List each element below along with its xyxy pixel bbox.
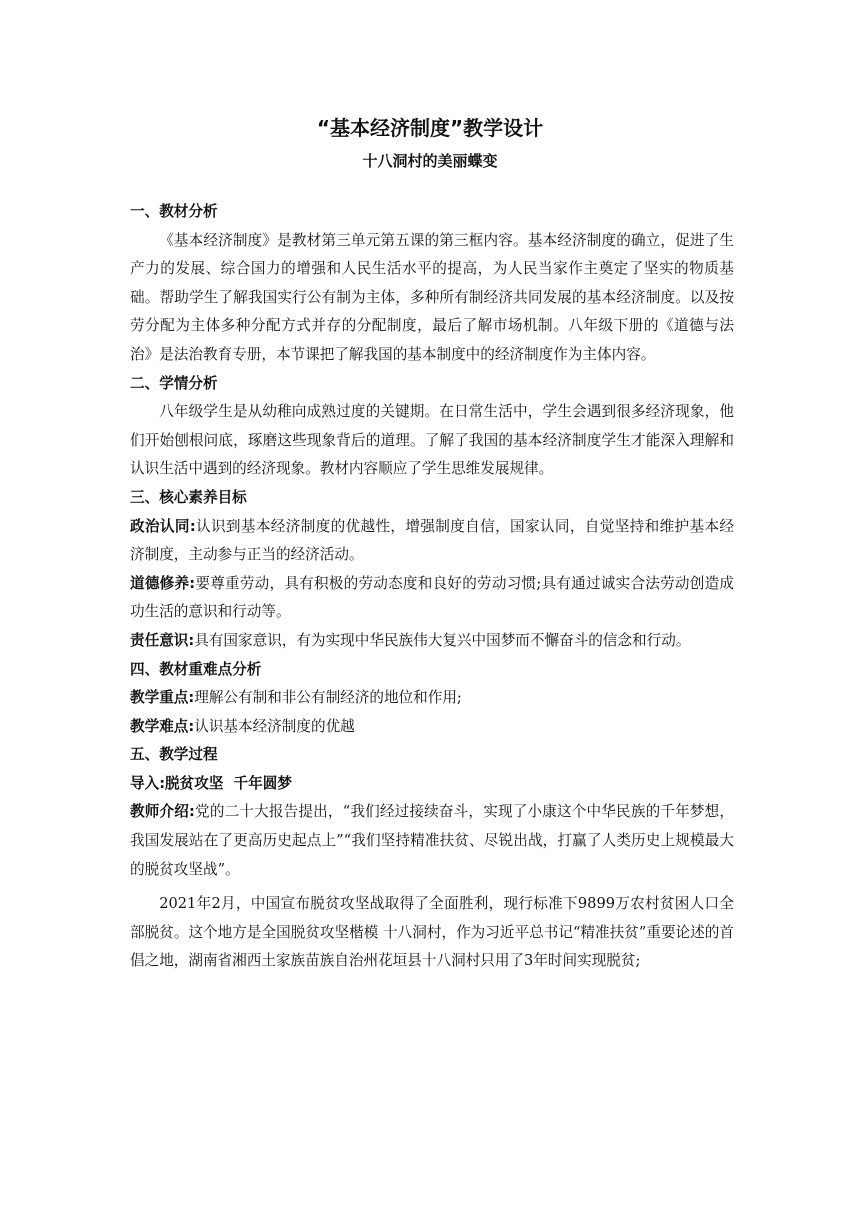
key-point-label: 教学重点: (130, 689, 195, 707)
section-heading-teaching-process: 五、教学过程 (130, 746, 218, 764)
goal-item (130, 513, 734, 570)
document-subtitle: 十八洞村的美丽蝶变 (362, 152, 498, 170)
section-heading-key-points: 四、教材重难点分析 (130, 660, 262, 678)
goal-item (130, 627, 734, 656)
key-point-text: 理解公有制和非公有制经济的地位和作用; (194, 689, 462, 707)
goal-text: 认识到基本经济制度的优越性，增强制度自信，国家认同，自觉坚持和维护基本经济制度，主动参与正当的经济活动。 (130, 517, 734, 564)
goal-text: 要尊重劳动，具有积极的劳动态度和良好的劳动习惯;具有通过诚实合法劳动创造成功生活的意识和行动等。 (130, 574, 734, 621)
teacher-intro (130, 798, 734, 884)
paragraph-student-analysis: 八年级学生是从幼稚向成熟过度的关键期。在日常生活中，学生会遇到很多经济现象，他们开始刨根问底，琢磨这些现象背后的道理。了解了我国的基本经济制度学生才能深入理解和认识生活中遇到的经济现象。教材内容顺应了学生思维发展规律。 (130, 403, 734, 478)
key-point-label: 教学难点: (130, 717, 195, 735)
goal-text: 具有国家意识，有为实现中华民族伟大复兴中国梦而不懈奋斗的信念和行动。 (194, 631, 691, 649)
intro-line: 导入:脱贫攻坚 千年圆梦 (130, 774, 292, 792)
teacher-intro-label: 教师介绍: (130, 803, 195, 821)
document-body (130, 198, 734, 976)
goal-label: 责任意识: (130, 631, 195, 649)
paragraph-textbook-analysis: 《基本经济制度》是教材第三单元第五课的第三框内容。基本经济制度的确立，促进了生产力的发展、综合国力的增强和人民生活水平的提高，为人民当家作主奠定了坚实的物质基础。帮助学生了解我国实行公有制为主体，多种所有制经济共同发展的基本经济制度。以及按劳分配为主体多种分配方式并存的分配制度，最后了解市场机制。八年级下册的《道德与法治》是法治教育专册，本节课把了解我国的基本制度中的经济制度作为主体内容。 (130, 231, 734, 363)
key-point-item (130, 713, 734, 742)
key-point-text: 认识基本经济制度的优越 (194, 717, 355, 735)
section-heading-student-analysis: 二、学情分析 (130, 374, 218, 392)
key-point-item (130, 684, 734, 713)
section-heading-core-goals: 三、核心素养目标 (130, 488, 247, 506)
teacher-intro-text: 党的二十大报告提出，“我们经过接续奋斗，实现了小康这个中华民族的千年梦想，我国发展站在了更高历史起点上”“我们坚持精准扶贫、尽锐出战，打赢了人类历史上规模最大的脱贫攻坚战”。 (130, 803, 734, 878)
goal-label: 政治认同: (130, 517, 196, 535)
goal-label: 道德修养: (130, 574, 196, 592)
document-title: “基本经济制度”教学设计 (316, 116, 544, 140)
goal-item (130, 570, 734, 627)
section-heading-textbook-analysis: 一、教材分析 (130, 203, 218, 220)
paragraph-poverty-alleviation: 2021年2月，中国宣布脱贫攻坚战取得了全面胜利，现行标准下9899万农村贫困人口全部脱贫。这个地方是全国脱贫攻坚楷模 十八洞村，作为习近平总书记“精准扶贫”重要论述的首倡之地，湖南省湘西土家族苗族自治州花垣县十八洞村只用了3年时间实现脱贫; (130, 895, 734, 970)
